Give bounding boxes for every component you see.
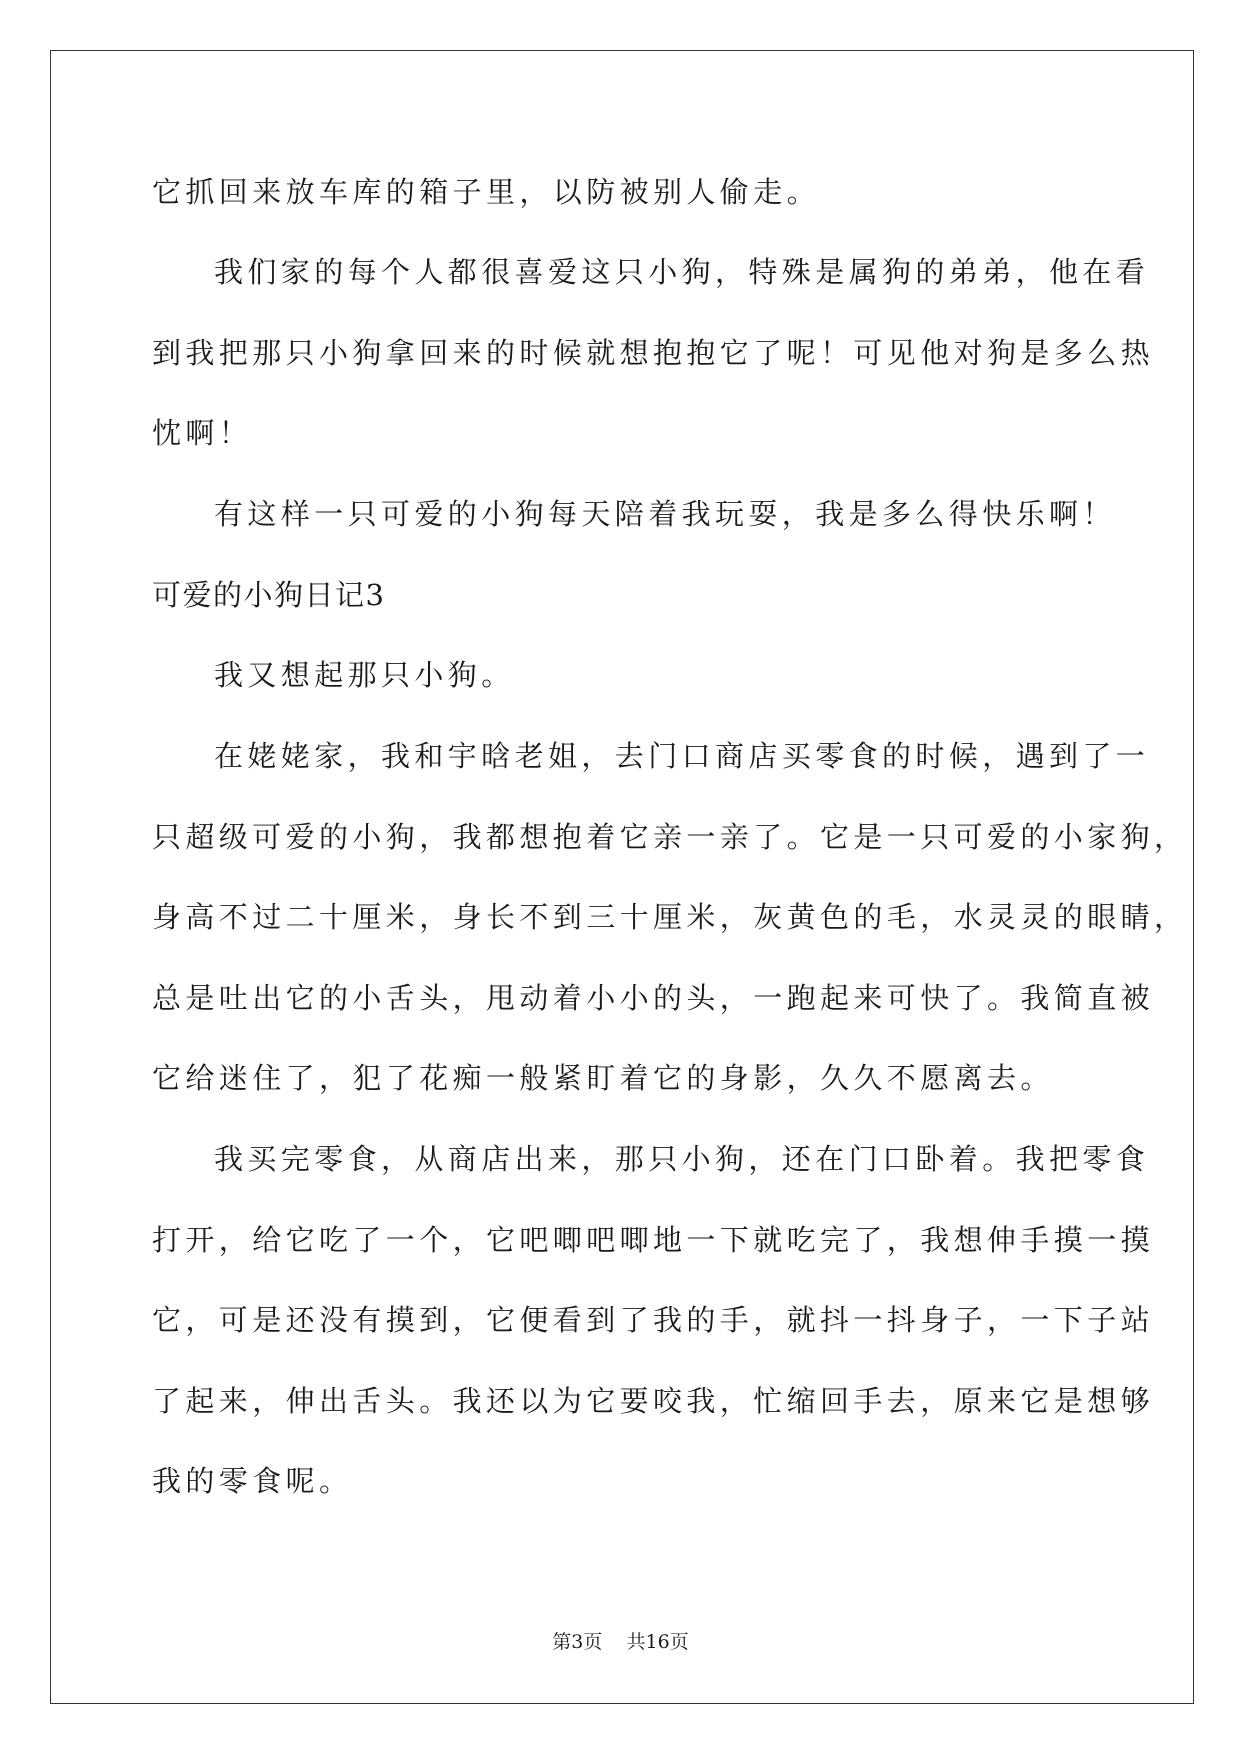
text-line: 忱啊！ xyxy=(152,416,253,450)
text-line: 我们家的每个人都很喜爱这只小狗，特殊是属狗的弟弟，他在看 xyxy=(214,255,1150,289)
page-border xyxy=(50,50,1194,1704)
text-line: 我的零食呢。 xyxy=(152,1464,353,1498)
text-line: 身高不过二十厘米，身长不到三十厘米，灰黄色的毛，水灵灵的眼睛， xyxy=(152,900,1188,934)
text-line: 总是吐出它的小舌头，甩动着小小的头，一跑起来可快了。我简直被 xyxy=(152,981,1155,1015)
text-line: 我买完零食，从商店出来，那只小狗，还在门口卧着。我把零食 xyxy=(214,1142,1150,1176)
text-line: 它给迷住了，犯了花痴一般紧盯着它的身影，久久不愿离去。 xyxy=(152,1061,1054,1095)
text-line: 在姥姥家，我和宇晗老姐，去门口商店买零食的时候，遇到了一 xyxy=(214,739,1150,773)
text-line: 只超级可爱的小狗，我都想抱着它亲一亲了。它是一只可爱的小家狗， xyxy=(152,820,1188,854)
text-line: 打开，给它吃了一个，它吧唧吧唧地一下就吃完了，我想伸手摸一摸 xyxy=(152,1223,1155,1257)
text-line: 我又想起那只小狗。 xyxy=(214,658,515,692)
page-number-footer: 第3页 共16页 xyxy=(552,1631,689,1653)
section-heading: 可爱的小狗日记3 xyxy=(152,578,386,612)
text-line: 到我把那只小狗拿回来的时候就想抱抱它了呢！可见他对狗是多么热 xyxy=(152,336,1155,370)
text-line: 它，可是还没有摸到，它便看到了我的手，就抖一抖身子，一下子站 xyxy=(152,1303,1155,1337)
text-line: 有这样一只可爱的小狗每天陪着我玩耍，我是多么得快乐啊！ xyxy=(214,497,1116,531)
text-line: 它抓回来放车库的箱子里，以防被别人偷走。 xyxy=(152,175,821,209)
text-line: 了起来，伸出舌头。我还以为它要咬我，忙缩回手去，原来它是想够 xyxy=(152,1384,1155,1418)
